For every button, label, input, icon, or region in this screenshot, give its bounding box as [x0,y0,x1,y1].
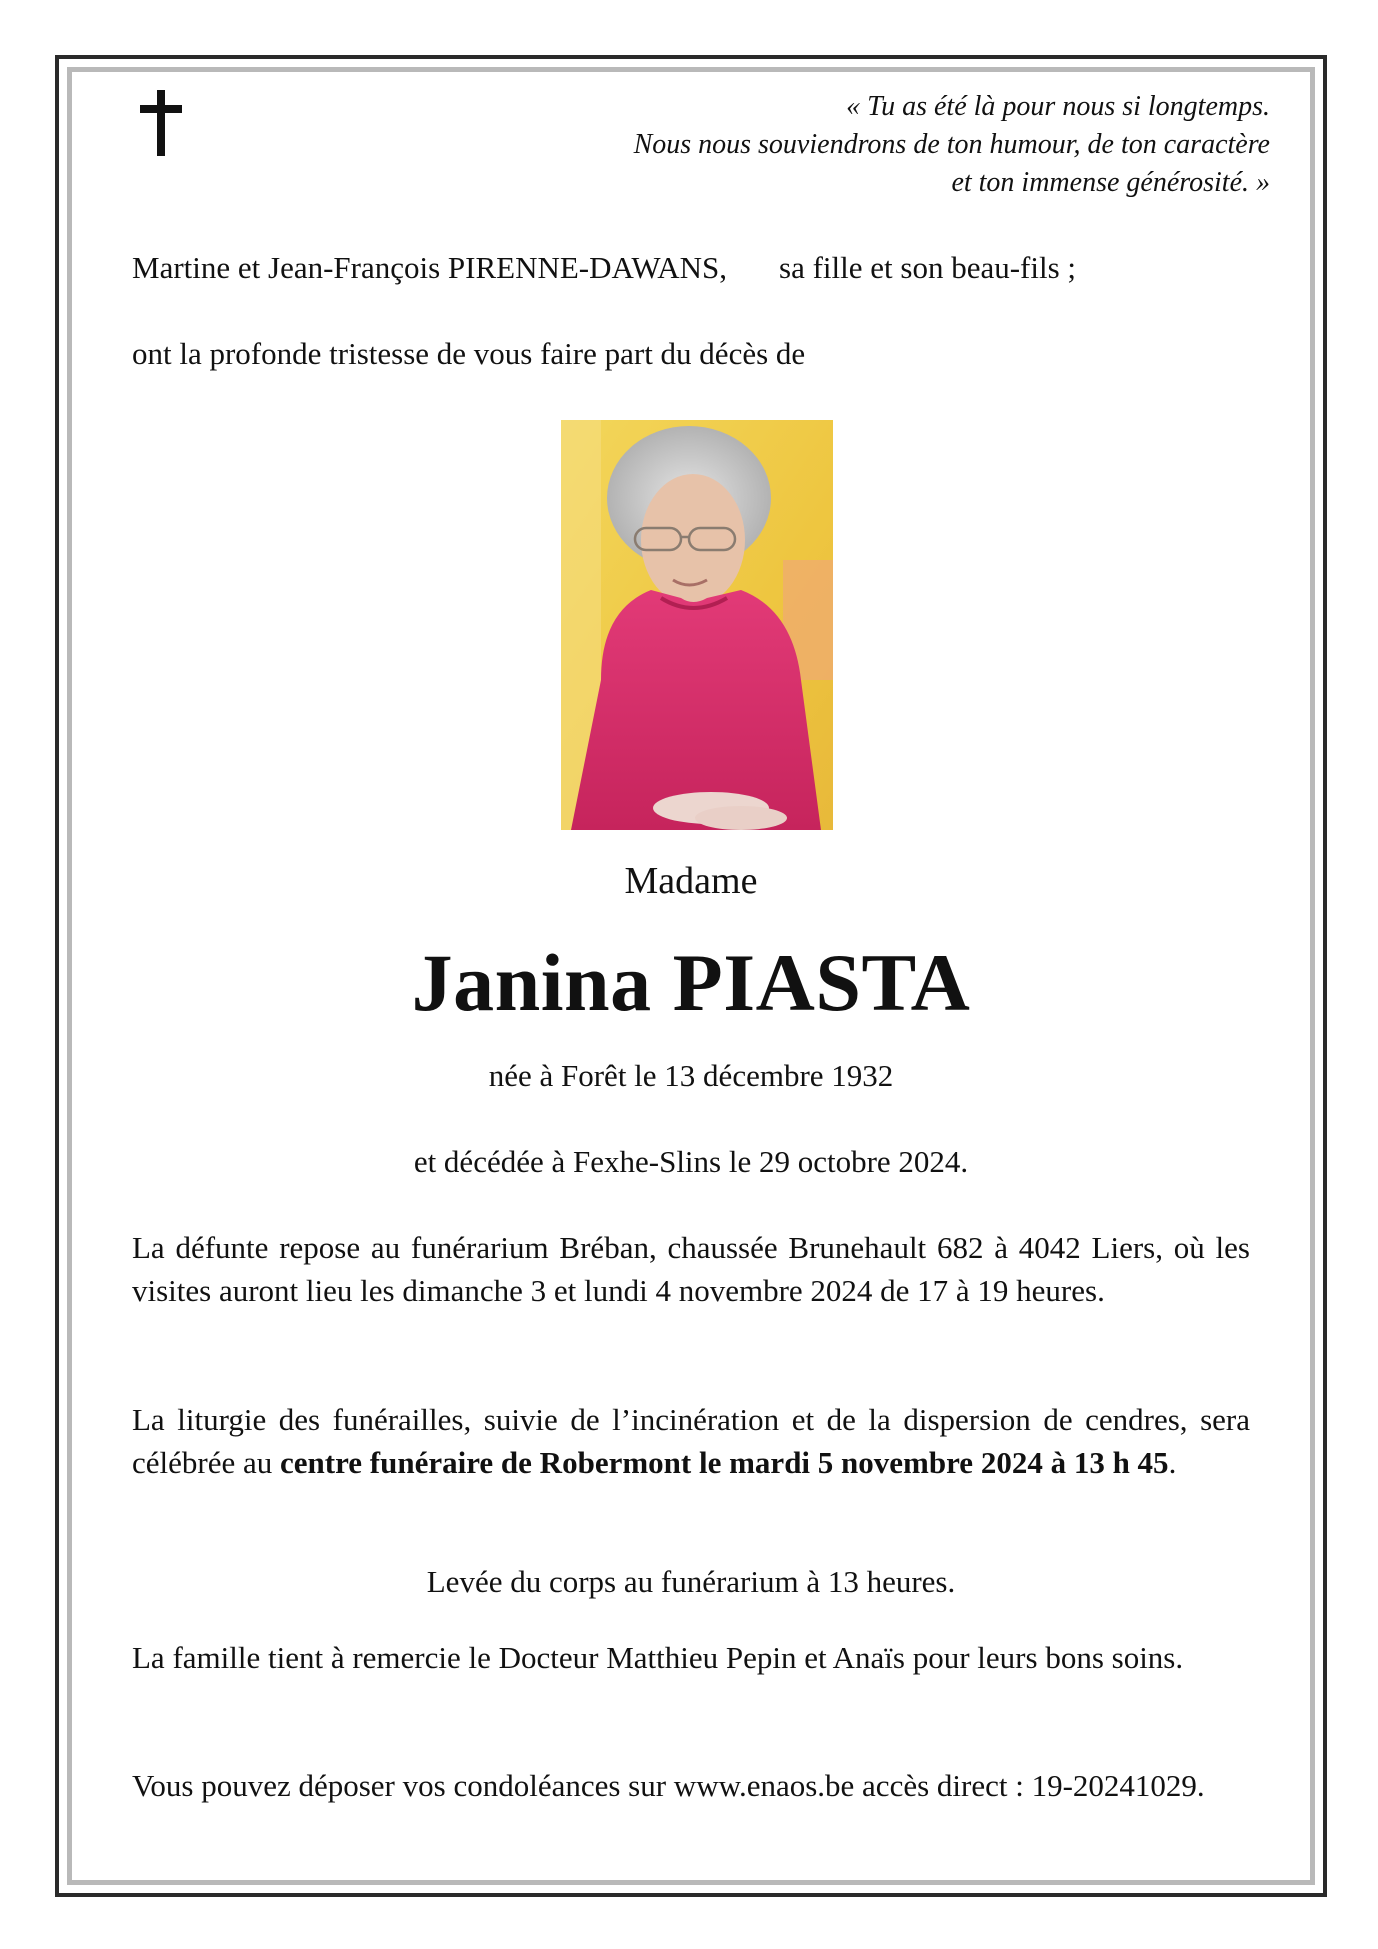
levee-line: Levée du corps au funérarium à 13 heures. [426,1564,956,1599]
family-relation: sa fille et son beau-fils ; [779,250,1077,285]
deceased-title: Madame [624,860,758,902]
quote-line-1: « Tu as été là pour nous si longtemps. [846,91,1270,122]
ceremony-date: le mardi 5 novembre 2024 à 13 h 45 [698,1445,1169,1480]
announcement: ont la profonde tristesse de vous faire part du décès de [132,336,806,371]
thanks-paragraph: La famille tient à remercie le Docteur Matthieu Pepin et Anaïs pour leurs bons soins. [132,1640,1184,1675]
quote-line-3: et ton immense générosité. » [951,167,1270,198]
ceremony-end: . [1168,1445,1177,1480]
condolences-paragraph: Vous pouvez déposer vos condoléances sur www.enaos.be accès direct : 19-20241029. [132,1768,1205,1803]
family-line [132,246,1250,289]
quote-line-2: Nous nous souviendrons de ton humour, de ton caractère [633,129,1270,160]
deceased-name: Janina PIASTA [411,937,971,1028]
visitation-paragraph: La défunte repose au funérarium Bréban, chaussée Brunehault 682 à 4042 Liers, où les visites auront lieu les dimanche 3 et lundi 4 novembre 2024 de 17 à 19 heures. [132,1230,1250,1308]
ceremony-intro: La liturgie des funérailles, suivie de l’incinération et de la dispersion de cendres, sera célébrée au [132,1402,1250,1480]
family-names: Martine et Jean-François PIRENNE-DAWANS, [132,250,728,285]
ceremony-place: centre funéraire de Robermont [280,1445,692,1480]
death-info: et décédée à Fexhe-Slins le 29 octobre 2024. [413,1144,969,1179]
ceremony-paragraph [132,1398,1250,1484]
epitaph-quote [510,88,1270,202]
portrait-photo [561,420,833,830]
cross-icon [140,90,182,156]
birth-info: née à Forêt le 13 décembre 1932 [488,1058,894,1093]
